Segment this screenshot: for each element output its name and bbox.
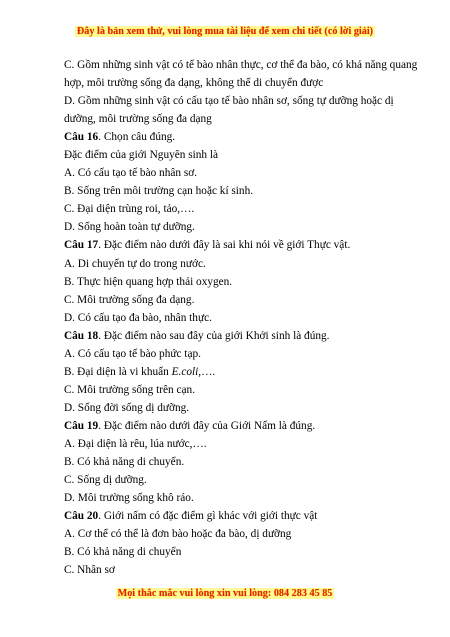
question-label: Câu 20	[64, 510, 99, 523]
answer-option: C. Môi trường sống đa dạng.	[64, 293, 195, 306]
question-label: Câu 19	[64, 419, 99, 432]
answer-option	[64, 363, 414, 381]
question-20	[64, 507, 414, 525]
answer-option: D. Sống hoàn toàn tự dưỡng.	[64, 221, 195, 234]
answer-option: A. Cơ thể có thể là đơn bào hoặc đa bào, dị dưỡng	[64, 528, 292, 541]
answer-option: C. Môi trường sống trên cạn.	[64, 383, 196, 396]
answer-option: C. Nhân sơ	[64, 564, 115, 577]
question-text: . Đặc điểm nào dưới đây là sai khi nói về giới Thực vật.	[98, 239, 351, 252]
text-line: D. Gồm những sinh vật có cấu tạo tế bào nhân sơ, sống tự dưỡng hoặc dị	[64, 95, 394, 108]
text-line: Đặc điểm của giới Nguyên sinh là	[64, 149, 219, 162]
answer-option: C. Đại diện trùng roi, tảo,….	[64, 203, 195, 216]
species-name: E.coli	[171, 365, 199, 378]
contact-footer-banner	[0, 588, 450, 599]
answer-option: B. Có khả năng di chuyển	[64, 546, 182, 559]
document-body	[64, 56, 418, 579]
preview-notice-text: Đây là bản xem thử, vui lòng mua tài liệu để xem chi tiết (có lời giải)	[76, 26, 374, 37]
answer-option: A. Có cấu tạo tế bào phức tạp.	[64, 347, 201, 360]
answer-option: A. Có cấu tạo tế bào nhân sơ.	[64, 167, 198, 180]
text-line: hợp, môi trường sống đa dạng, không thể di chuyển được	[64, 77, 324, 90]
question-18	[64, 327, 414, 345]
contact-footer-text: Mọi thắc mắc vui lòng xin vui lòng: 084 283 45 85	[117, 588, 333, 599]
question-16	[64, 128, 414, 146]
question-label: Câu 16	[64, 131, 99, 144]
answer-option: C. Sống dị dưỡng.	[64, 474, 147, 487]
answer-option: A. Đại diện là rêu, lúa nước,….	[64, 437, 207, 450]
text-line: dưỡng, môi trường sống đa dạng	[64, 113, 212, 126]
answer-option: B. Sống trên môi trường cạn hoặc kí sinh.	[64, 185, 254, 198]
question-text: . Giới nấm có đặc điểm gì khác với giới thực vật	[98, 510, 318, 523]
preview-notice-banner	[0, 26, 450, 37]
text-line: C. Gồm những sinh vật có tế bào nhân thực, cơ thể đa bào, có khả năng quang	[64, 59, 418, 71]
question-label: Câu 18	[64, 329, 99, 342]
answer-option: D. Có cấu tạo đa bào, nhân thực.	[64, 311, 212, 324]
answer-option: D. Môi trường sống khô ráo.	[64, 492, 194, 505]
question-text: . Đặc điểm nào dưới đây của Giới Nấm là đúng.	[98, 419, 316, 432]
question-17	[64, 236, 414, 254]
answer-option: B. Thực hiện quang hợp thải oxygen.	[64, 275, 233, 288]
question-text: . Đặc điểm nào sau đây của giới Khởi sinh là đúng.	[98, 329, 330, 342]
answer-option: D. Sống đời sống dị dưỡng.	[64, 401, 190, 414]
answer-option: A. Di chuyển tự do trong nước.	[64, 257, 206, 270]
option-text: B. Đại diện là vi khuẩn	[64, 365, 172, 378]
answer-option: B. Có khả năng di chuyển.	[64, 456, 185, 469]
question-label: Câu 17	[64, 239, 99, 252]
question-19	[64, 417, 414, 435]
option-text-tail: ,….	[198, 365, 216, 378]
question-text: . Chọn câu đúng.	[98, 131, 176, 144]
